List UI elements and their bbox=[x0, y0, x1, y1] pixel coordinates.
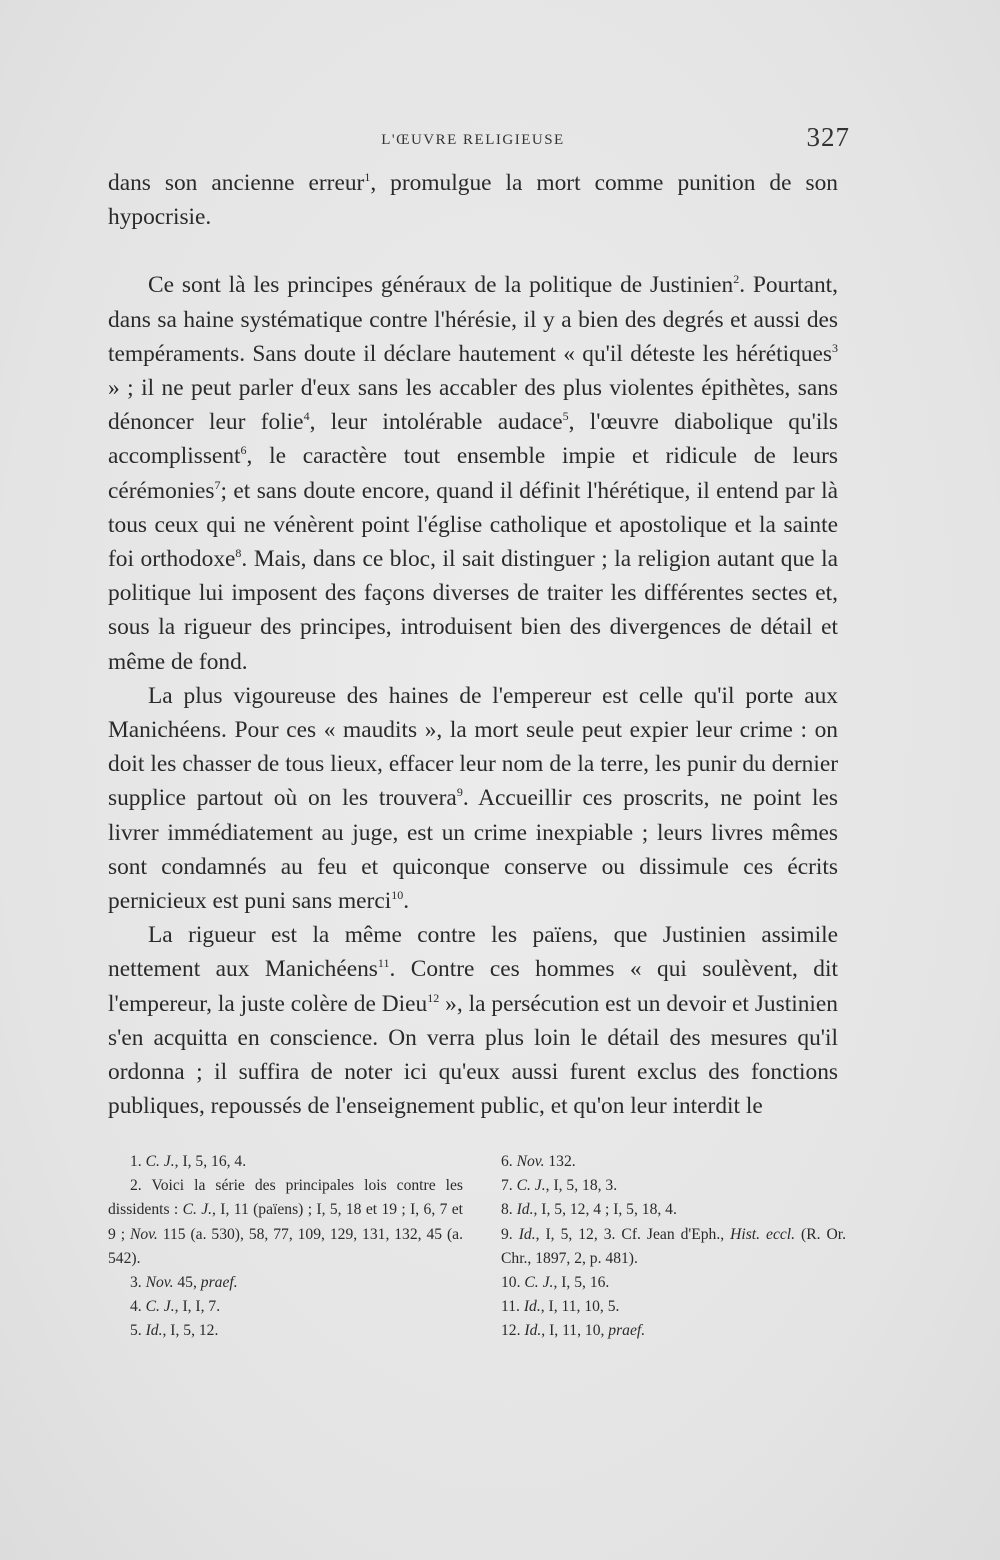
text-run: La rigueur est la même contre les païens, que Justinien assimile nettement aux Manichéens bbox=[108, 922, 838, 983]
text-run: , promulgue la mort comme punition de son hypocrisie. bbox=[108, 170, 838, 231]
text-run: dans son ancienne erreur bbox=[108, 170, 365, 196]
footnote-number: 10. bbox=[501, 1274, 521, 1292]
text-run: » ; il ne peut parler d'eux sans les accabler des plus violentes épithètes, sans dénoncer leur folie bbox=[108, 375, 838, 436]
text-run: , I, 5, 16. bbox=[553, 1274, 610, 1292]
footnote-ref: 6 bbox=[240, 443, 247, 458]
text-run: Id. bbox=[524, 1322, 542, 1340]
text-run: , I, 5, 16, 4. bbox=[174, 1153, 247, 1170]
footnote-8 bbox=[501, 1198, 846, 1222]
footnotes-left-column bbox=[108, 1150, 463, 1344]
text-run: C. J. bbox=[524, 1274, 554, 1292]
text-run: Nov. bbox=[129, 1225, 158, 1243]
footnote-9 bbox=[501, 1223, 846, 1271]
footnote-number: 7. bbox=[501, 1177, 513, 1195]
text-run: , I, 11 (païens) ; I, 5, 18 et 19 ; I, 6, 7 et 9 ; bbox=[108, 1201, 463, 1243]
paragraph-1 bbox=[108, 166, 838, 234]
text-run: . Mais, dans ce bloc, il sait distinguer ; la religion autant que la politique lui imposent des façons diverses de traiter les différentes sectes et, sous la rigueur des principes, introduisent bien des divergences de détail et même de fond. bbox=[108, 546, 838, 675]
footnote-4 bbox=[108, 1295, 463, 1319]
text-run: C. J. bbox=[145, 1153, 175, 1170]
running-head bbox=[108, 122, 850, 158]
text-run: , I, 5, 18, 3. bbox=[545, 1177, 618, 1195]
footnote-5 bbox=[108, 1319, 463, 1343]
text-run: Ce sont là les principes généraux de la politique de Justinien bbox=[148, 272, 734, 299]
paragraph-4 bbox=[108, 918, 838, 1123]
text-run: , le caractère tout ensemble impie et ridicule de leurs cérémonies bbox=[108, 443, 838, 504]
footnote-ref: 5 bbox=[562, 409, 569, 424]
text-run: Nov. bbox=[516, 1153, 545, 1170]
text-run: », la persécution est un devoir et Justinien s'en acquitta en conscience. On verra plus loin le détail des mesures qu'il ordonna ; il suffira de noter ici qu'eux aussi furent exclus des fonctions publiques, repoussés de l'enseignement public, et qu'on leur interdit le bbox=[108, 990, 838, 1120]
text-run: , leur intolérable audace bbox=[309, 409, 563, 436]
text-run: Hist. eccl. bbox=[730, 1225, 796, 1243]
main-text bbox=[108, 166, 838, 1123]
text-run: (R. Or. Chr., 1897, 2, p. 481). bbox=[501, 1225, 846, 1267]
footnote-number: 11. bbox=[501, 1298, 520, 1316]
text-run: . Pourtant, dans sa haine systématique contre l'hérésie, il y a bien des degrés et aussi des tempéraments. Sans doute il déclare hautement « qu'il déteste les hérétiques bbox=[108, 272, 838, 367]
footnote-number: 6. bbox=[501, 1153, 513, 1170]
footnote-number: 1. bbox=[130, 1153, 142, 1170]
text-run: Id. bbox=[516, 1201, 534, 1219]
text-run: 45, bbox=[173, 1274, 201, 1292]
text-run: ; et sans doute encore, quand il définit l'hérétique, il entend par là tous ceux qui ne vénèrent point l'église catholique et apostolique et la sainte foi orthodoxe bbox=[108, 477, 838, 573]
footnote-1 bbox=[108, 1150, 463, 1174]
footnote-ref: 8 bbox=[235, 546, 242, 561]
footnote-number: 3. bbox=[130, 1274, 142, 1292]
text-run: Id. bbox=[523, 1298, 541, 1316]
text-run: , I, 11, 10, 5. bbox=[540, 1298, 620, 1316]
text-run: C. J. bbox=[145, 1298, 175, 1316]
text-run: C. J. bbox=[516, 1177, 546, 1195]
text-run: , I, I, 7. bbox=[174, 1298, 221, 1316]
text-run: . Contre ces hommes « qui soulèvent, dit l'empereur, la juste colère de Dieu bbox=[108, 956, 838, 1017]
running-title: L'ŒUVRE RELIGIEUSE bbox=[381, 132, 565, 148]
text-run: , l'œuvre diabolique qu'ils accomplissent bbox=[108, 409, 838, 470]
footnote-ref: 2 bbox=[733, 272, 740, 287]
footnote-6 bbox=[501, 1150, 846, 1174]
text-run: C. J. bbox=[182, 1201, 213, 1219]
text-run: 115 (a. 530), 58, 77, 109, 129, 131, 132, 45 (a. 542). bbox=[108, 1225, 463, 1267]
paragraph-3 bbox=[108, 679, 838, 918]
footnote-number: 4. bbox=[130, 1298, 142, 1316]
footnote-ref: 3 bbox=[832, 340, 838, 355]
text-run: 132. bbox=[544, 1153, 576, 1170]
footnote-ref: 12 bbox=[427, 990, 440, 1005]
text-run: , I, 5, 12. bbox=[162, 1322, 219, 1340]
text-run: Nov. bbox=[145, 1274, 174, 1292]
footnote-ref: 9 bbox=[456, 785, 463, 800]
footnote-ref: 7 bbox=[214, 477, 221, 492]
footnote-ref: 1 bbox=[364, 170, 371, 184]
page-number: 327 bbox=[806, 122, 850, 152]
footnote-12 bbox=[501, 1319, 846, 1343]
footnote-number: 12. bbox=[501, 1322, 521, 1340]
footnote-number: 9. bbox=[501, 1225, 513, 1243]
footnote-7 bbox=[501, 1174, 846, 1198]
text-run: . bbox=[403, 888, 410, 915]
footnote-ref: 4 bbox=[303, 409, 310, 424]
text-run: praef. bbox=[608, 1322, 646, 1340]
text-run: Id. bbox=[145, 1322, 163, 1340]
footnote-number: 2. bbox=[130, 1177, 142, 1195]
footnote-ref: 10 bbox=[391, 888, 404, 903]
footnote-number: 8. bbox=[501, 1201, 513, 1219]
text-run: , I, 11, 10, bbox=[541, 1322, 609, 1340]
paragraph-2 bbox=[108, 268, 838, 678]
footnote-number: 5. bbox=[130, 1322, 142, 1340]
footnote-10 bbox=[501, 1271, 846, 1295]
text-run: . Accueillir ces proscrits, ne point les livrer immédiatement au juge, est un crime inexpiable ; leurs livres mêmes sont condamnés au feu et quiconque conserve ou dissimule ces écrits pernicieux est puni sans merci bbox=[108, 785, 838, 915]
footnote-11 bbox=[501, 1295, 846, 1319]
text-run: La plus vigoureuse des haines de l'empereur est celle qu'il porte aux Manichéens. Pour ces « maudits », la mort seule peut expier leur crime : on doit les chasser de tous lieux, effacer leur nom de la terre, les punir du dernier supplice partout où on les trouvera bbox=[108, 682, 838, 812]
footnotes-right-column bbox=[501, 1150, 846, 1344]
text-run: Voici la série des principales lois contre les dissidents : bbox=[108, 1177, 463, 1219]
text-run: praef. bbox=[200, 1274, 238, 1292]
text-run: Id. bbox=[518, 1225, 536, 1243]
text-run: , I, 5, 12, 4 ; I, 5, 18, 4. bbox=[533, 1201, 677, 1219]
footnote-3 bbox=[108, 1271, 463, 1295]
text-run: , I, 5, 12, 3. Cf. Jean d'Eph., bbox=[535, 1225, 731, 1243]
footnote-2 bbox=[108, 1174, 463, 1271]
footnote-ref: 11 bbox=[377, 956, 390, 971]
